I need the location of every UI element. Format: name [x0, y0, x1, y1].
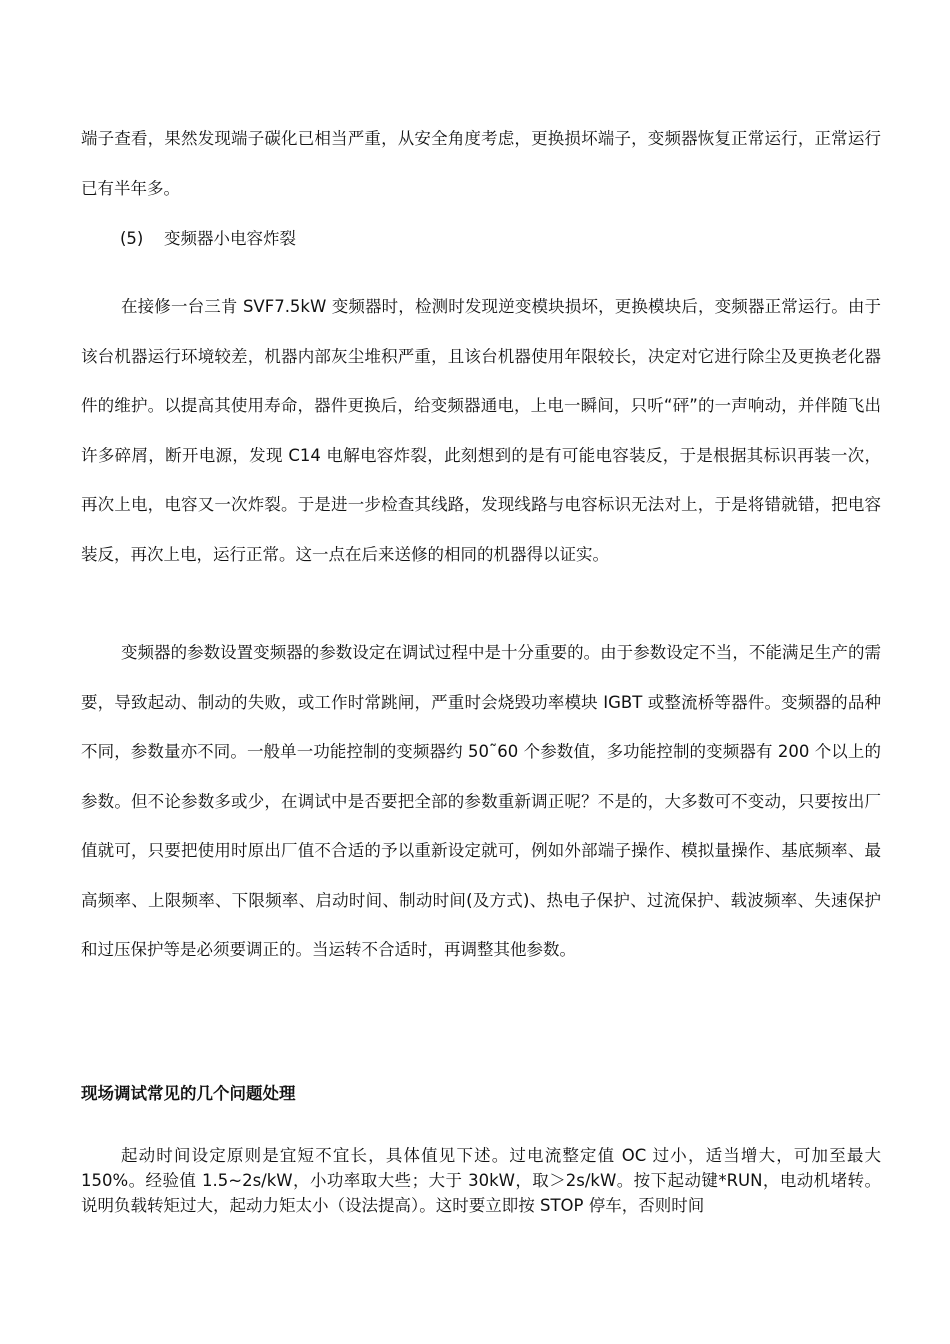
paragraph-sanken-repair: 在接修一台三肯 SVF7.5kW 变频器时，检测时发现逆变模块损坏，更换模块后，变频器正常运行。由于该台机器运行环境较差，机器内部灰尘堆积严重，且该台机器使用年限较长，决定对它进行除尘及更换老化器件的维护。以提高其使用寿命，器件更换后，给变频器通电，上电一瞬间，只听“砰”的一声响动，并伴随飞出许多碎屑，断开电源，发现 C14 电解电容炸裂，此刻想到的是有可能电容装反，于是根据其标识再装一次，再次上电，电容又一次炸裂。于是进一步检查其线路，发现线路与电容标识无法对上，于是将错就错，把电容装反，再次上电，运行正常。这一点在后来送修的相同的机器得以证实。 — [81, 297, 881, 564]
subheading-capacitor-burst — [120, 214, 720, 264]
paragraph-terminal-check: 端子查看，果然发现端子碳化已相当严重，从安全角度考虑，更换损坏端子，变频器恢复正常运行，正常运行已有半年多。 — [81, 129, 881, 198]
subheading-title: 变频器小电容炸裂 — [164, 229, 296, 248]
subheading-number: (5) — [120, 229, 144, 248]
paragraph-parameter-settings: 变频器的参数设置变频器的参数设定在调试过程中是十分重要的。由于参数设定不当，不能满足生产的需要，导致起动、制动的失败，或工作时常跳闸，严重时会烧毁功率模块 IGBT 或整流桥等器件。变频器的品种不同，参数量亦不同。一般单一功能控制的变频器约 50˜60 个参数值，多功能控制的变频器有 200 个以上的参数。但不论参数多或少，在调试中是否要把全部的参数重新调正呢？不是的，大多数可不变动，只要按出厂值就可，只要把使用时原出厂值不合适的予以重新设定就可，例如外部端子操作、模拟量操作、基底频率、最高频率、上限频率、下限频率、启动时间、制动时间(及方式)、热电子保护、过流保护、载波频率、失速保护和过压保护等是必须要调正的。当运转不合适时，再调整其他参数。 — [81, 643, 881, 959]
section-heading: 现场调试常见的几个问题处理 — [81, 1084, 296, 1103]
paragraph-startup-time: 起动时间设定原则是宜短不宜长，具体值见下述。过电流整定值 OC 过小，适当增大，可加至最大 150%。经验值 1.5~2s/kW，小功率取大些；大于 30kW，取＞2s/kW。按下起动键*RUN，电动机堵转。说明负载转矩过大，起动力矩太小（设法提高）。这时要立即按 STOP 停车，否则时间 — [81, 1146, 881, 1215]
